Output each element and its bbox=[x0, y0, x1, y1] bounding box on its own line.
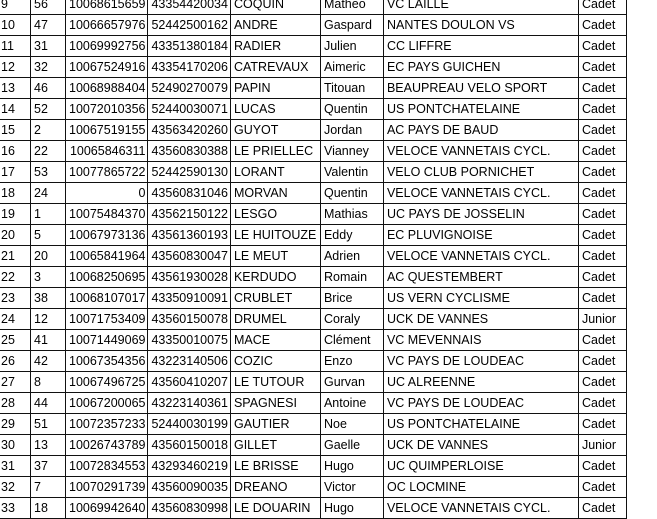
table-row[interactable] bbox=[0, 288, 626, 309]
cell-category[interactable]: Junior bbox=[578, 309, 626, 330]
cell-licence[interactable]: 43293460219 bbox=[148, 456, 230, 477]
table-row[interactable] bbox=[0, 0, 626, 15]
cell-bib-number[interactable]: 46 bbox=[31, 78, 66, 99]
cell-first-name[interactable]: Hugo bbox=[320, 456, 383, 477]
cell-club[interactable]: US VERN CYCLISME bbox=[383, 288, 578, 309]
cell-category[interactable]: Cadet bbox=[578, 330, 626, 351]
cell-first-name[interactable]: Adrien bbox=[320, 246, 383, 267]
cell-bib-number[interactable]: 20 bbox=[31, 246, 66, 267]
cell-last-name[interactable]: GUYOT bbox=[230, 120, 320, 141]
cell-position[interactable]: 25 bbox=[0, 330, 31, 351]
cell-position[interactable]: 31 bbox=[0, 456, 31, 477]
cell-last-name[interactable]: LE MEUT bbox=[230, 246, 320, 267]
cell-club[interactable]: BEAUPREAU VELO SPORT bbox=[383, 78, 578, 99]
cell-category[interactable]: Cadet bbox=[578, 120, 626, 141]
cell-club[interactable]: VC PAYS DE LOUDEAC bbox=[383, 351, 578, 372]
cell-last-name[interactable]: LE HUITOUZE bbox=[230, 225, 320, 246]
cell-uci-id[interactable]: 10069992756 bbox=[66, 36, 148, 57]
cell-first-name[interactable]: Mathias bbox=[320, 204, 383, 225]
cell-licence[interactable]: 43561360193 bbox=[148, 225, 230, 246]
cell-first-name[interactable]: Julien bbox=[320, 36, 383, 57]
cell-category[interactable]: Cadet bbox=[578, 162, 626, 183]
cell-category[interactable]: Cadet bbox=[578, 15, 626, 36]
cell-uci-id[interactable]: 10075484370 bbox=[66, 204, 148, 225]
cell-club[interactable]: CC LIFFRE bbox=[383, 36, 578, 57]
cell-position[interactable]: 21 bbox=[0, 246, 31, 267]
cell-licence[interactable]: 43560150018 bbox=[148, 435, 230, 456]
cell-club[interactable]: EC PAYS GUICHEN bbox=[383, 57, 578, 78]
cell-position[interactable]: 10 bbox=[0, 15, 31, 36]
cell-uci-id[interactable]: 10077865722 bbox=[66, 162, 148, 183]
cell-uci-id[interactable]: 10065846311 bbox=[66, 141, 148, 162]
cell-last-name[interactable]: COQUIN bbox=[230, 0, 320, 15]
cell-club[interactable]: VELOCE VANNETAIS CYCL. bbox=[383, 246, 578, 267]
cell-uci-id[interactable]: 10067496725 bbox=[66, 372, 148, 393]
cell-category[interactable]: Cadet bbox=[578, 498, 626, 519]
cell-bib-number[interactable]: 3 bbox=[31, 267, 66, 288]
cell-position[interactable]: 30 bbox=[0, 435, 31, 456]
cell-licence[interactable]: 43223140506 bbox=[148, 351, 230, 372]
cell-last-name[interactable]: COZIC bbox=[230, 351, 320, 372]
cell-bib-number[interactable]: 31 bbox=[31, 36, 66, 57]
table-row[interactable] bbox=[0, 414, 626, 435]
cell-last-name[interactable]: LE DOUARIN bbox=[230, 498, 320, 519]
cell-position[interactable]: 33 bbox=[0, 498, 31, 519]
cell-first-name[interactable]: Coraly bbox=[320, 309, 383, 330]
cell-category[interactable]: Cadet bbox=[578, 204, 626, 225]
cell-category[interactable]: Cadet bbox=[578, 78, 626, 99]
cell-club[interactable]: EC PLUVIGNOISE bbox=[383, 225, 578, 246]
cell-first-name[interactable]: Matheo bbox=[320, 0, 383, 15]
table-row[interactable] bbox=[0, 267, 626, 288]
cell-licence[interactable]: 43350910091 bbox=[148, 288, 230, 309]
cell-uci-id[interactable]: 10026743789 bbox=[66, 435, 148, 456]
cell-licence[interactable]: 52440030199 bbox=[148, 414, 230, 435]
cell-bib-number[interactable]: 38 bbox=[31, 288, 66, 309]
cell-bib-number[interactable]: 37 bbox=[31, 456, 66, 477]
cell-licence[interactable]: 43560090035 bbox=[148, 477, 230, 498]
cell-last-name[interactable]: CATREVAUX bbox=[230, 57, 320, 78]
table-row[interactable] bbox=[0, 183, 626, 204]
cell-first-name[interactable]: Brice bbox=[320, 288, 383, 309]
cell-bib-number[interactable]: 22 bbox=[31, 141, 66, 162]
cell-uci-id[interactable]: 10068250695 bbox=[66, 267, 148, 288]
cell-licence[interactable]: 43560830388 bbox=[148, 141, 230, 162]
cell-first-name[interactable]: Aimeric bbox=[320, 57, 383, 78]
cell-category[interactable]: Cadet bbox=[578, 36, 626, 57]
cell-uci-id[interactable]: 10067524916 bbox=[66, 57, 148, 78]
table-row[interactable] bbox=[0, 162, 626, 183]
cell-club[interactable]: UCK DE VANNES bbox=[383, 435, 578, 456]
cell-position[interactable]: 11 bbox=[0, 36, 31, 57]
cell-last-name[interactable]: DRUMEL bbox=[230, 309, 320, 330]
cell-first-name[interactable]: Romain bbox=[320, 267, 383, 288]
table-row[interactable] bbox=[0, 330, 626, 351]
cell-last-name[interactable]: CRUBLET bbox=[230, 288, 320, 309]
cell-last-name[interactable]: MACE bbox=[230, 330, 320, 351]
cell-licence[interactable]: 43560150078 bbox=[148, 309, 230, 330]
cell-last-name[interactable]: MORVAN bbox=[230, 183, 320, 204]
cell-licence[interactable]: 43350010075 bbox=[148, 330, 230, 351]
cell-last-name[interactable]: SPAGNESI bbox=[230, 393, 320, 414]
cell-category[interactable]: Junior bbox=[578, 435, 626, 456]
cell-club[interactable]: VELOCE VANNETAIS CYCL. bbox=[383, 183, 578, 204]
cell-club[interactable]: UC PAYS DE JOSSELIN bbox=[383, 204, 578, 225]
cell-position[interactable]: 9 bbox=[0, 0, 31, 15]
cell-club[interactable]: NANTES DOULON VS bbox=[383, 15, 578, 36]
table-row[interactable] bbox=[0, 120, 626, 141]
cell-position[interactable]: 16 bbox=[0, 141, 31, 162]
cell-category[interactable]: Cadet bbox=[578, 456, 626, 477]
cell-last-name[interactable]: LE BRISSE bbox=[230, 456, 320, 477]
cell-position[interactable]: 29 bbox=[0, 414, 31, 435]
cell-first-name[interactable]: Antoine bbox=[320, 393, 383, 414]
cell-licence[interactable]: 43561930028 bbox=[148, 267, 230, 288]
cell-licence[interactable]: 43560830998 bbox=[148, 498, 230, 519]
cell-position[interactable]: 14 bbox=[0, 99, 31, 120]
cell-licence[interactable]: 43562150122 bbox=[148, 204, 230, 225]
cell-club[interactable]: UC ALREENNE bbox=[383, 372, 578, 393]
cell-club[interactable]: VELO CLUB PORNICHET bbox=[383, 162, 578, 183]
cell-uci-id[interactable]: 10072357233 bbox=[66, 414, 148, 435]
cell-category[interactable]: Cadet bbox=[578, 183, 626, 204]
cell-bib-number[interactable]: 24 bbox=[31, 183, 66, 204]
cell-licence[interactable]: 43351380184 bbox=[148, 36, 230, 57]
cell-bib-number[interactable]: 47 bbox=[31, 15, 66, 36]
cell-uci-id[interactable]: 10068615659 bbox=[66, 0, 148, 15]
cell-licence[interactable]: 43354420034 bbox=[148, 0, 230, 15]
cell-first-name[interactable]: Enzo bbox=[320, 351, 383, 372]
cell-position[interactable]: 12 bbox=[0, 57, 31, 78]
cell-uci-id[interactable]: 10067973136 bbox=[66, 225, 148, 246]
cell-bib-number[interactable]: 18 bbox=[31, 498, 66, 519]
cell-last-name[interactable]: LUCAS bbox=[230, 99, 320, 120]
table-row[interactable] bbox=[0, 351, 626, 372]
cell-licence[interactable]: 52442590130 bbox=[148, 162, 230, 183]
cell-position[interactable]: 17 bbox=[0, 162, 31, 183]
cell-uci-id[interactable]: 10067354356 bbox=[66, 351, 148, 372]
cell-position[interactable]: 19 bbox=[0, 204, 31, 225]
cell-uci-id[interactable]: 10065841964 bbox=[66, 246, 148, 267]
cell-last-name[interactable]: LE PRIELLEC bbox=[230, 141, 320, 162]
cell-position[interactable]: 18 bbox=[0, 183, 31, 204]
cell-first-name[interactable]: Hugo bbox=[320, 498, 383, 519]
cell-uci-id[interactable]: 10069942640 bbox=[66, 498, 148, 519]
cell-position[interactable]: 27 bbox=[0, 372, 31, 393]
table-row[interactable] bbox=[0, 78, 626, 99]
cell-category[interactable]: Cadet bbox=[578, 477, 626, 498]
cell-position[interactable]: 23 bbox=[0, 288, 31, 309]
table-row[interactable] bbox=[0, 309, 626, 330]
cell-club[interactable]: US PONTCHATELAINE bbox=[383, 99, 578, 120]
cell-first-name[interactable]: Eddy bbox=[320, 225, 383, 246]
table-row[interactable] bbox=[0, 372, 626, 393]
cell-club[interactable]: VELOCE VANNETAIS CYCL. bbox=[383, 498, 578, 519]
cell-uci-id[interactable]: 10071449069 bbox=[66, 330, 148, 351]
cell-club[interactable]: US PONTCHATELAINE bbox=[383, 414, 578, 435]
cell-category[interactable]: Cadet bbox=[578, 351, 626, 372]
cell-last-name[interactable]: GAUTIER bbox=[230, 414, 320, 435]
cell-position[interactable]: 24 bbox=[0, 309, 31, 330]
cell-uci-id[interactable]: 10072010356 bbox=[66, 99, 148, 120]
cell-bib-number[interactable]: 5 bbox=[31, 225, 66, 246]
cell-category[interactable]: Cadet bbox=[578, 372, 626, 393]
cell-category[interactable]: Cadet bbox=[578, 246, 626, 267]
cell-last-name[interactable]: DREANO bbox=[230, 477, 320, 498]
table-row[interactable] bbox=[0, 99, 626, 120]
cell-uci-id[interactable]: 10071753409 bbox=[66, 309, 148, 330]
cell-first-name[interactable]: Vianney bbox=[320, 141, 383, 162]
cell-bib-number[interactable]: 56 bbox=[31, 0, 66, 15]
table-row[interactable] bbox=[0, 204, 626, 225]
cell-licence[interactable]: 52440030071 bbox=[148, 99, 230, 120]
cell-last-name[interactable]: KERDUDO bbox=[230, 267, 320, 288]
table-row[interactable] bbox=[0, 498, 626, 519]
cell-position[interactable]: 13 bbox=[0, 78, 31, 99]
cell-position[interactable]: 15 bbox=[0, 120, 31, 141]
cell-first-name[interactable]: Clément bbox=[320, 330, 383, 351]
cell-licence[interactable]: 43560831046 bbox=[148, 183, 230, 204]
table-row[interactable] bbox=[0, 141, 626, 162]
cell-club[interactable]: VC PAYS DE LOUDEAC bbox=[383, 393, 578, 414]
table-row[interactable] bbox=[0, 36, 626, 57]
cell-bib-number[interactable]: 41 bbox=[31, 330, 66, 351]
cell-category[interactable]: Cadet bbox=[578, 288, 626, 309]
cell-bib-number[interactable]: 44 bbox=[31, 393, 66, 414]
cell-first-name[interactable]: Titouan bbox=[320, 78, 383, 99]
cell-first-name[interactable]: Noe bbox=[320, 414, 383, 435]
cell-position[interactable]: 28 bbox=[0, 393, 31, 414]
cell-first-name[interactable]: Quentin bbox=[320, 99, 383, 120]
cell-bib-number[interactable]: 12 bbox=[31, 309, 66, 330]
cell-licence[interactable]: 43560830047 bbox=[148, 246, 230, 267]
cell-uci-id[interactable]: 10066657976 bbox=[66, 15, 148, 36]
cell-first-name[interactable]: Gurvan bbox=[320, 372, 383, 393]
cell-licence[interactable]: 43223140361 bbox=[148, 393, 230, 414]
cell-category[interactable]: Cadet bbox=[578, 225, 626, 246]
cell-licence[interactable]: 43563420260 bbox=[148, 120, 230, 141]
cell-category[interactable]: Cadet bbox=[578, 99, 626, 120]
cell-club[interactable]: AC QUESTEMBERT bbox=[383, 267, 578, 288]
cell-last-name[interactable]: RADIER bbox=[230, 36, 320, 57]
cell-first-name[interactable]: Victor bbox=[320, 477, 383, 498]
table-row[interactable] bbox=[0, 435, 626, 456]
cell-first-name[interactable]: Jordan bbox=[320, 120, 383, 141]
cell-last-name[interactable]: GILLET bbox=[230, 435, 320, 456]
table-row[interactable] bbox=[0, 225, 626, 246]
cell-first-name[interactable]: Gaspard bbox=[320, 15, 383, 36]
cell-category[interactable]: Cadet bbox=[578, 393, 626, 414]
cell-club[interactable]: OC LOCMINE bbox=[383, 477, 578, 498]
cell-club[interactable]: VELOCE VANNETAIS CYCL. bbox=[383, 141, 578, 162]
cell-category[interactable]: Cadet bbox=[578, 267, 626, 288]
cell-first-name[interactable]: Gaelle bbox=[320, 435, 383, 456]
cell-uci-id[interactable]: 10070291739 bbox=[66, 477, 148, 498]
cell-uci-id[interactable]: 10068107017 bbox=[66, 288, 148, 309]
cell-last-name[interactable]: LE TUTOUR bbox=[230, 372, 320, 393]
cell-uci-id[interactable]: 10072834553 bbox=[66, 456, 148, 477]
cell-bib-number[interactable]: 7 bbox=[31, 477, 66, 498]
cell-first-name[interactable]: Quentin bbox=[320, 183, 383, 204]
cell-bib-number[interactable]: 52 bbox=[31, 99, 66, 120]
cell-licence[interactable]: 52490270079 bbox=[148, 78, 230, 99]
table-row[interactable] bbox=[0, 393, 626, 414]
cell-club[interactable]: UC QUIMPERLOISE bbox=[383, 456, 578, 477]
cell-first-name[interactable]: Valentin bbox=[320, 162, 383, 183]
cell-bib-number[interactable]: 32 bbox=[31, 57, 66, 78]
table-row[interactable] bbox=[0, 246, 626, 267]
cell-last-name[interactable]: LESGO bbox=[230, 204, 320, 225]
cell-uci-id[interactable]: 10068988404 bbox=[66, 78, 148, 99]
table-row[interactable] bbox=[0, 15, 626, 36]
cell-position[interactable]: 22 bbox=[0, 267, 31, 288]
cell-uci-id[interactable]: 0 bbox=[66, 183, 148, 204]
cell-last-name[interactable]: LORANT bbox=[230, 162, 320, 183]
cell-bib-number[interactable]: 53 bbox=[31, 162, 66, 183]
cell-licence[interactable]: 43354170206 bbox=[148, 57, 230, 78]
cell-position[interactable]: 26 bbox=[0, 351, 31, 372]
table-row[interactable] bbox=[0, 456, 626, 477]
cell-category[interactable]: Cadet bbox=[578, 141, 626, 162]
table-row[interactable] bbox=[0, 57, 626, 78]
cell-position[interactable]: 20 bbox=[0, 225, 31, 246]
cell-last-name[interactable]: ANDRE bbox=[230, 15, 320, 36]
cell-licence[interactable]: 52442500162 bbox=[148, 15, 230, 36]
cell-bib-number[interactable]: 42 bbox=[31, 351, 66, 372]
cell-bib-number[interactable]: 1 bbox=[31, 204, 66, 225]
cell-club[interactable]: VC MEVENNAIS bbox=[383, 330, 578, 351]
cell-club[interactable]: VC LAILLE bbox=[383, 0, 578, 15]
cell-category[interactable]: Cadet bbox=[578, 414, 626, 435]
cell-bib-number[interactable]: 2 bbox=[31, 120, 66, 141]
cell-club[interactable]: AC PAYS DE BAUD bbox=[383, 120, 578, 141]
cell-position[interactable]: 32 bbox=[0, 477, 31, 498]
cell-licence[interactable]: 43560410207 bbox=[148, 372, 230, 393]
cell-last-name[interactable]: PAPIN bbox=[230, 78, 320, 99]
cell-category[interactable]: Cadet bbox=[578, 57, 626, 78]
cell-club[interactable]: UCK DE VANNES bbox=[383, 309, 578, 330]
cell-bib-number[interactable]: 13 bbox=[31, 435, 66, 456]
cell-bib-number[interactable]: 8 bbox=[31, 372, 66, 393]
cell-uci-id[interactable]: 10067200065 bbox=[66, 393, 148, 414]
cell-uci-id[interactable]: 10067519155 bbox=[66, 120, 148, 141]
cell-category[interactable]: Cadet bbox=[578, 0, 626, 15]
cell-bib-number[interactable]: 51 bbox=[31, 414, 66, 435]
